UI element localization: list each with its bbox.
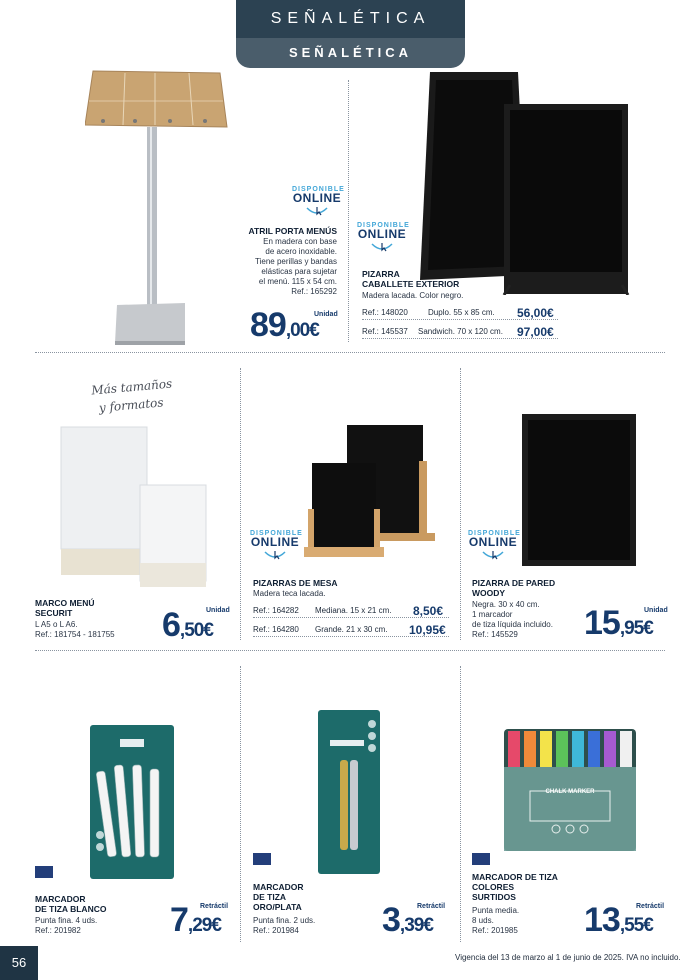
online-badge-caballete[interactable]: DISPONIBLE ONLINE [357, 222, 407, 252]
more-sizes-note: Más tamaños y formatos [90, 376, 173, 415]
cursor-icon [481, 548, 505, 560]
mesa-image [300, 423, 440, 563]
marco-price: 6,50€ [162, 606, 213, 644]
marco-name: MARCO MENÚ SECURIT [35, 598, 95, 618]
blanco-unit-label: Retráctil [200, 903, 229, 910]
online-badge-atril[interactable]: DISPONIBLE ONLINE [292, 186, 342, 216]
oro-unit-label: Retráctil [417, 903, 446, 910]
table-row: Ref.: 164282 Mediana. 15 x 21 cm. 8,50€ [253, 604, 449, 618]
validity-note: Vigencia del 13 de marzo al 1 de junio de 2025. IVA no incluido. [455, 953, 681, 962]
table-row: Ref.: 148020 Duplo. 55 x 85 cm. 56,00€ [362, 306, 558, 320]
marco-unit-label: Unidad [206, 607, 230, 614]
surtidos-name: MARCADOR DE TIZA COLORES SURTIDOS [472, 872, 558, 902]
woody-description: Negra. 30 x 40 cm. 1 marcador de tiza líquida incluido. Ref.: 145529 [472, 600, 553, 639]
cursor-icon [263, 548, 287, 560]
section-title: SEÑALÉTICA [236, 0, 465, 38]
atril-name: ATRIL PORTA MENÚS [248, 226, 337, 236]
marco-image [58, 425, 210, 590]
divider-vertical-mid-2 [460, 368, 461, 640]
divider-row-2 [35, 650, 665, 651]
atril-description: En madera con base de acero inoxidable. Tiene perillas y bandas elásticas para sujetar el menú. 115 x 54 cm. Ref.: 165292 [255, 237, 337, 296]
divider-vertical-bot-1 [240, 666, 241, 942]
caballete-image [420, 70, 632, 295]
oro-name: MARCADOR DE TIZA ORO/PLATA [253, 882, 304, 912]
blanco-name: MARCADOR DE TIZA BLANCO [35, 894, 107, 914]
blanco-price: 7,29€ [170, 901, 221, 939]
marco-description: L A5 o L A6. Ref.: 181754 - 181755 [35, 620, 115, 639]
atril-image [85, 65, 235, 345]
surtidos-pack-label: CHALK MARKER [545, 789, 595, 795]
brand-logo [253, 853, 271, 865]
table-row: Ref.: 145537 Sandwich. 70 x 120 cm. 97,00€ [362, 325, 558, 339]
page-number: 56 [0, 946, 38, 980]
brand-logo [35, 866, 53, 878]
woody-price: 15,95€ [584, 604, 653, 642]
woody-name: PIZARRA DE PARED WOODY [472, 578, 556, 598]
divider-row-1 [35, 352, 665, 353]
cursor-icon [370, 240, 394, 252]
table-row: Ref.: 164280 Grande. 21 x 30 cm. 10,95€ [253, 623, 449, 637]
mesa-name: PIZARRAS DE MESA [253, 578, 338, 588]
atril-unit-label: Unidad [314, 311, 338, 318]
blanco-image [90, 725, 176, 881]
oro-image [318, 710, 382, 876]
cursor-icon [305, 204, 329, 216]
surtidos-description: Punta media. 8 uds. Ref.: 201985 [472, 906, 520, 935]
divider-vertical-mid-1 [240, 368, 241, 640]
brand-logo [472, 853, 490, 865]
woody-unit-label: Unidad [644, 607, 668, 614]
divider-vertical-top [348, 80, 349, 342]
surtidos-unit-label: Retráctil [636, 903, 665, 910]
atril-price: 89,00€ [250, 306, 319, 344]
oro-description: Punta fina. 2 uds. Ref.: 201984 [253, 916, 316, 935]
caballete-description: Madera lacada. Color negro. [362, 291, 464, 300]
mesa-description: Madera teca lacada. [253, 589, 326, 598]
surtidos-price: 13,55€ [584, 901, 653, 939]
blanco-description: Punta fina. 4 uds. Ref.: 201982 [35, 916, 98, 935]
section-subtitle: SEÑALÉTICA [236, 38, 465, 68]
divider-vertical-bot-2 [460, 666, 461, 942]
online-badge-mesa[interactable]: DISPONIBLE ONLINE [250, 530, 300, 560]
caballete-name: PIZARRA CABALLETE EXTERIOR [362, 269, 460, 289]
oro-price: 3,39€ [382, 901, 433, 939]
woody-image [522, 414, 638, 568]
online-badge-woody[interactable]: DISPONIBLE ONLINE [468, 530, 518, 560]
